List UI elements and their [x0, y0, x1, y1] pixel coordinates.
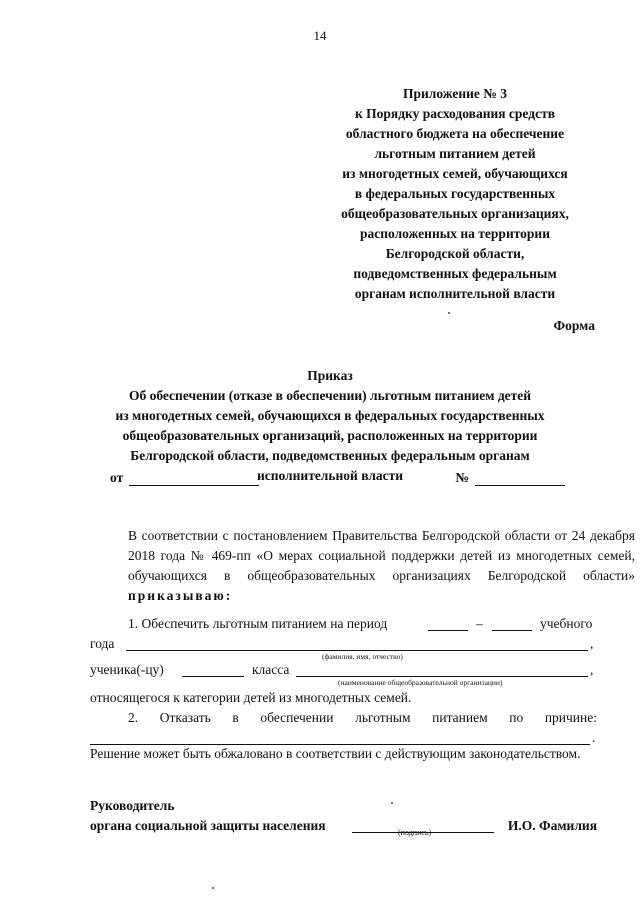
appendix-line: из многодетных семей, обучающихся: [342, 166, 568, 181]
appendix-line: органам исполнительной власти: [354, 286, 556, 301]
order-subtitle-line: общеобразовательных организаций, расположенных на территории: [122, 428, 538, 443]
item2-text: 2. Отказать в обеспечении льготным питанием по причине:: [128, 710, 597, 725]
appendix-line: к Порядку расходования средств: [354, 106, 555, 121]
student-class-blank[interactable]: [182, 662, 244, 677]
order-subtitle-line: Белгородской области, подведомственных федеральным органам: [130, 448, 530, 463]
item1-row: [90, 614, 597, 634]
order-title: Приказ: [307, 368, 353, 383]
appendix-line: льготным питанием детей: [374, 146, 536, 161]
signature-caption: (подпись): [398, 828, 432, 837]
order-subtitle-line: Об обеспечении (отказе в обеспечении) льготным питанием детей: [128, 388, 532, 403]
scan-speck: [448, 312, 450, 314]
intro-paragraph: [90, 526, 635, 606]
period: .: [592, 730, 596, 745]
date-prefix: от: [110, 470, 124, 485]
signature-name: И.О. Фамилия: [507, 818, 597, 833]
organization-blank[interactable]: [296, 662, 588, 677]
reason-blank[interactable]: [90, 730, 590, 745]
appendix-line: Белгородской области,: [385, 246, 525, 261]
date-number-row: [110, 470, 565, 490]
year-word: года: [90, 636, 115, 651]
scan-speck: [212, 887, 214, 889]
appendix-line: Приложение № 3: [403, 86, 507, 101]
signature-org: органа социальной защиты населения: [90, 818, 326, 833]
order-header: [70, 366, 590, 486]
date-field[interactable]: [110, 470, 259, 486]
appendix-line: в федеральных государственных: [354, 186, 556, 201]
student-word: ученика(-цу): [90, 662, 164, 677]
item1-end: учебного: [540, 616, 593, 631]
command-word: приказываю:: [128, 588, 233, 603]
item1-dash: –: [476, 616, 483, 631]
number-field[interactable]: [455, 470, 565, 486]
appendix-line: подведомственных федеральным: [353, 266, 557, 281]
signature-row: [90, 816, 597, 836]
date-blank[interactable]: [129, 471, 259, 486]
student-class-row: [90, 660, 597, 680]
order-subtitle-line: исполнительной власти: [256, 468, 404, 483]
caption-organization: (наименование общеобразовательной организации): [338, 678, 503, 687]
comma: ,: [590, 662, 594, 677]
category-row: [90, 688, 597, 708]
scan-speck: [391, 802, 393, 804]
page-number: 14: [313, 28, 327, 43]
period-end-blank[interactable]: [492, 616, 532, 631]
period-start-blank[interactable]: [428, 616, 468, 631]
category-text: относящегося к категории детей из многодетных семей.: [90, 690, 412, 705]
number-blank[interactable]: [475, 471, 565, 486]
caption-name: (фамилия, имя, отчество): [322, 652, 403, 661]
order-subtitle-line: из многодетных семей, обучающихся в федеральных государственных: [115, 408, 545, 423]
intro-text: В соответствии с постановлением Правительства Белгородской области от 24 декабря 2018 года № 469-пп «О мерах социальной поддержки детей из многодетных семей, обучающихся в общеобразовательных организациях Белгородской области»: [128, 528, 635, 583]
number-prefix: №: [455, 470, 469, 485]
appendix-header: [300, 84, 610, 304]
appeal-paragraph: Решение может быть обжаловано в соответствии с действующим законодательством.: [90, 746, 581, 761]
comma: ,: [590, 636, 594, 651]
item1-text: 1. Обеспечить льготным питанием на период: [128, 616, 388, 631]
student-name-blank[interactable]: [126, 636, 588, 651]
appendix-line: расположенных на территории: [359, 226, 550, 241]
class-word: класса: [252, 662, 290, 677]
year-name-row: [90, 634, 597, 654]
signature-block: [90, 796, 597, 836]
form-label: Форма: [553, 318, 595, 333]
appendix-line: общеобразовательных организациях,: [341, 206, 569, 221]
signature-title: Руководитель: [90, 798, 175, 813]
item2-row: [90, 708, 597, 728]
appendix-line: областного бюджета на обеспечение: [345, 126, 565, 141]
